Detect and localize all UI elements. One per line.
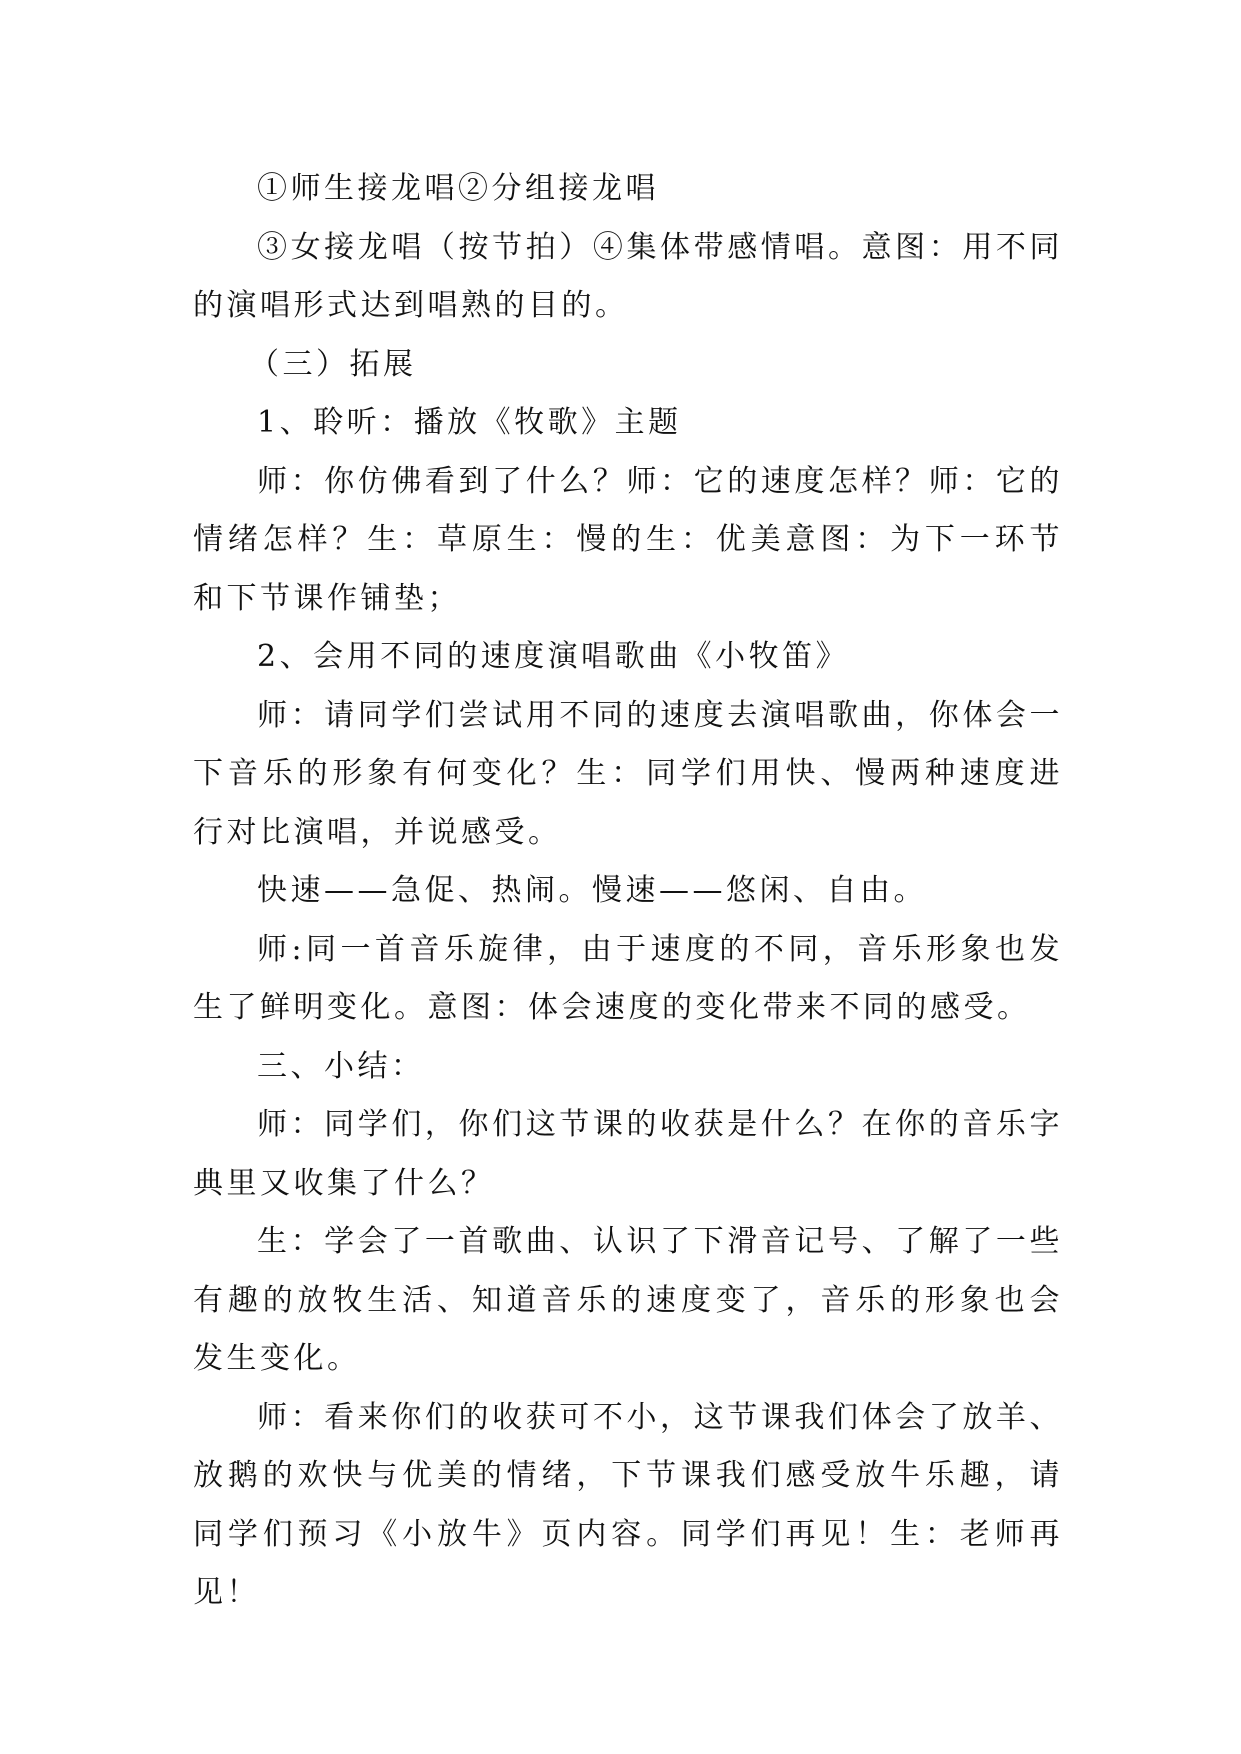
section-heading-extension: （三）拓展 (249, 346, 417, 382)
paragraph-closing: 师：看来你们的收获可不小，这节课我们体会了放羊、放鹅的欢快与优美的情绪，下节课我们感受放牛乐趣，请同学们预习《小放牛》页内容。同学们再见！生：老师再见！ (193, 1399, 1063, 1610)
paragraph-fast-slow: 快速——急促、热闹。慢速——悠闲、自由。 (257, 873, 927, 908)
paragraph-same-melody: 师:同一首音乐旋律，由于速度的不同，音乐形象也发生了鲜明变化。意图：体会速度的变化带来不同的感受。 (193, 931, 1063, 1025)
paragraph-teacher-questions: 师：你仿佛看到了什么？师：它的速度怎样？师：它的情绪怎样？生：草原生：慢的生：优美意图：为下一环节和下节课作铺垫； (193, 463, 1063, 616)
paragraph-relay-singing: ①师生接龙唱②分组接龙唱 (257, 171, 659, 206)
section-heading-summary: 三、小结： (257, 1048, 425, 1084)
paragraph-student-summary: 生：学会了一首歌曲、认识了下滑音记号、了解了一些有趣的放牧生活、知道音乐的速度变了，音乐的形象也会发生变化。 (193, 1224, 1063, 1376)
paragraph-listening: 1、聆听：播放《牧歌》主题 (257, 405, 682, 440)
paragraph-different-speeds: 2、会用不同的速度演唱歌曲《小牧笛》 (257, 639, 850, 674)
paragraph-teacher-summary-question: 师：同学们，你们这节课的收获是什么？在你的音乐字典里又收集了什么？ (193, 1107, 1063, 1201)
paragraph-try-speeds: 师：请同学们尝试用不同的速度去演唱歌曲，你体会一下音乐的形象有何变化？生：同学们用快、慢两种速度进行对比演唱，并说感受。 (193, 697, 1063, 850)
paragraph-relay-singing-intent: ③女接龙唱（按节拍）④集体带感情唱。意图：用不同的演唱形式达到唱熟的目的。 (193, 229, 1063, 323)
document-body (193, 160, 1063, 1623)
